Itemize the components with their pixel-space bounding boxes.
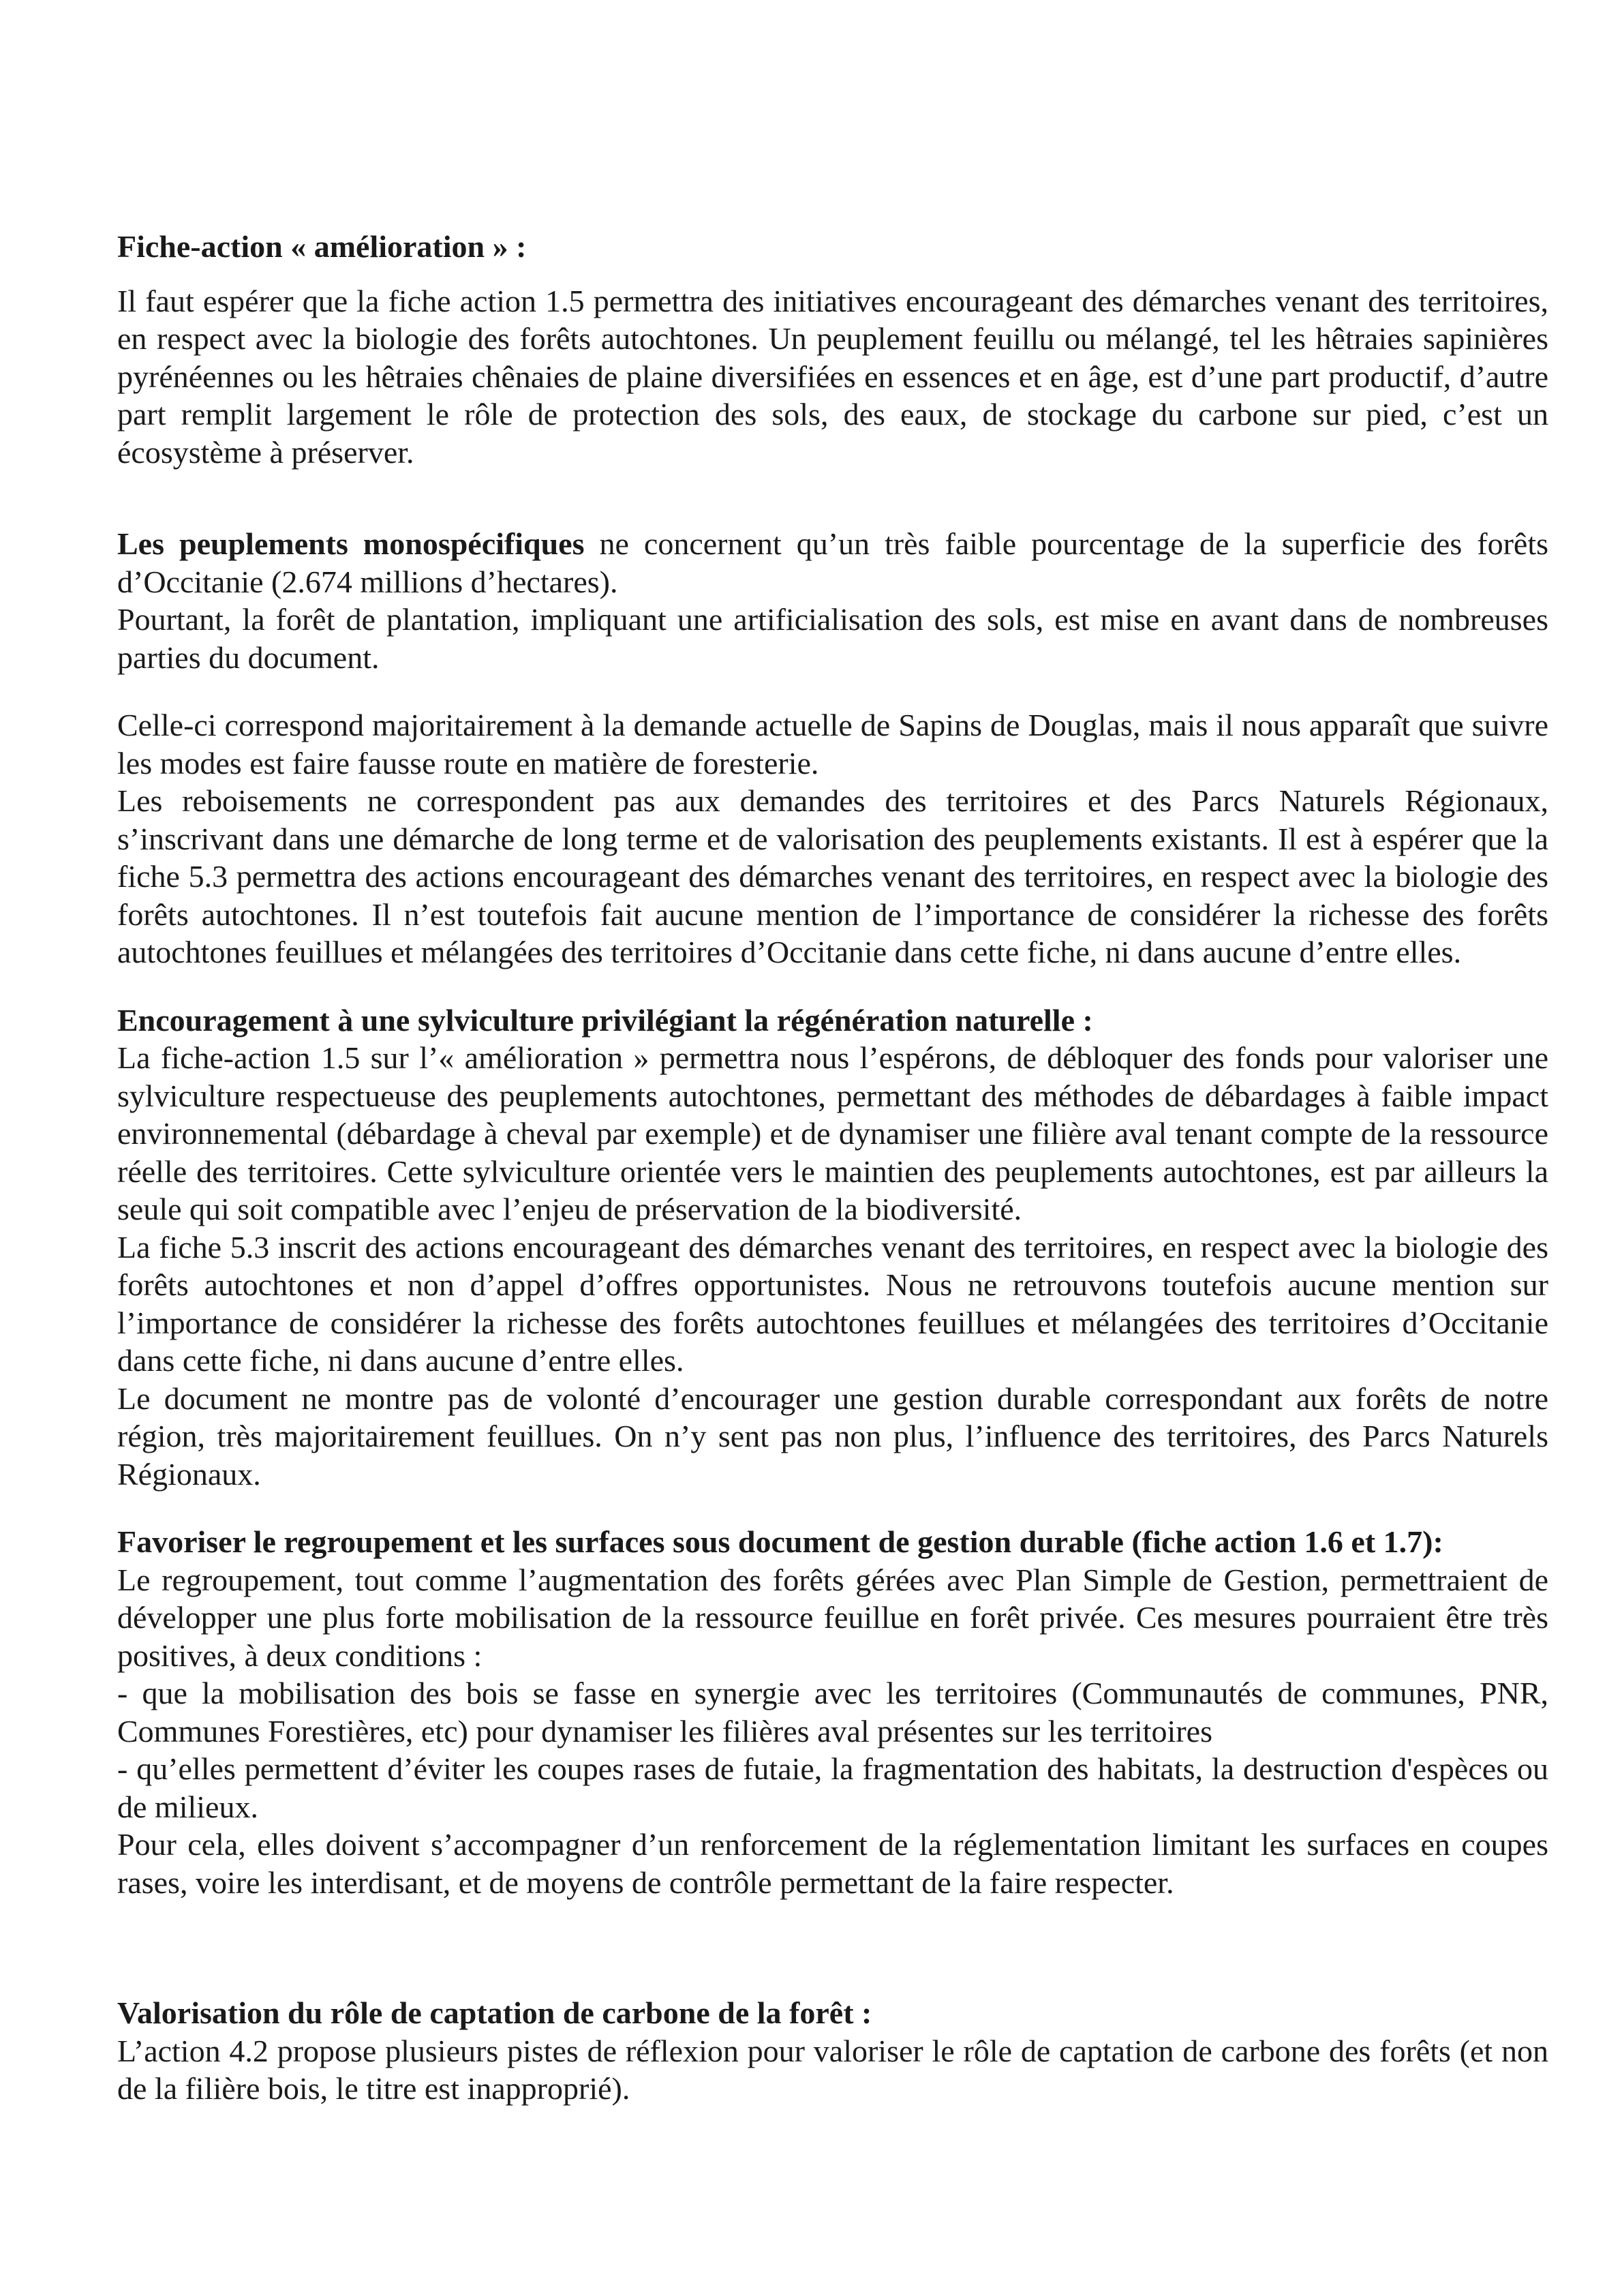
paragraph-foret-plantation: Pourtant, la forêt de plantation, impliquant une artificialisation des sols, est mise en avant dans de nombreuses parties du document. — [117, 602, 1548, 675]
paragraph-action-4-2: L’action 4.2 propose plusieurs pistes de réflexion pour valoriser le rôle de captation de carbone des forêts (et non de la filière bois, le titre est inapproprié). — [117, 2033, 1548, 2106]
paragraph-reglementation: Pour cela, elles doivent s’accompagner d’un renforcement de la réglementation limitant les surfaces en coupes rases, voire les interdisant, et de moyens de contrôle permettant de la faire respecter. — [117, 1827, 1548, 1900]
section-heading-captation-carbone: Valorisation du rôle de captation de carbone de la forêt : — [117, 1995, 872, 2030]
paragraph-peuplements-monospecifiques — [117, 525, 1548, 601]
paragraph-text: ne concernent qu’un très faible pourcentage de la superficie des forêts d’Occitanie (2.674 millions d’hectares). — [117, 526, 1548, 599]
section-heading-regeneration-naturelle: Encouragement à une sylviculture privilégiant la régénération naturelle : — [117, 1002, 1093, 1038]
list-item-condition-1: - que la mobilisation des bois se fasse en synergie avec les territoires (Communautés de communes, PNR, Communes Forestières, etc) pour dynamiser les filières aval présentes sur les territoires — [117, 1676, 1548, 1749]
paragraph-sapins-douglas: Celle-ci correspond majoritairement à la demande actuelle de Sapins de Douglas, mais il nous apparaît que suivre les modes est faire fausse route en matière de foresterie. — [117, 708, 1548, 781]
spacer — [117, 471, 1548, 525]
section-heading-amelioration: Fiche-action « amélioration » : — [117, 229, 527, 264]
spacer — [117, 676, 1548, 706]
paragraph-gestion-durable: Le document ne montre pas de volonté d’encourager une gestion durable correspondant aux forêts de notre région, très majoritairement feuillues. On n’y sent pas non plus, l’influence des territoires, des Parcs Naturels Régionaux. — [117, 1380, 1548, 1492]
document-page — [117, 228, 1548, 2108]
list-item-condition-2: - qu’elles permettent d’éviter les coupes rases de futaie, la fragmentation des habitats, la destruction d'espèces ou de milieux. — [117, 1751, 1548, 1824]
spacer — [117, 1493, 1548, 1523]
spacer — [117, 971, 1548, 1001]
paragraph-fiche-action-1-5: Il faut espérer que la fiche action 1.5 permettra des initiatives encourageant des démarches venant des territoires, en respect avec la biologie des forêts autochtones. Un peuplement feuillu ou mélangé, tel les hêtraies sapinières pyrénéennes ou les hêtraies chênaies de plaine diversifiées en essences et en âge, est d’une part productif, d’autre part remplit largement le rôle de protection des sols, des eaux, de stockage du carbone sur pied, c’est un écosystème à préserver. — [117, 283, 1548, 470]
spacer — [117, 266, 1548, 282]
spacer — [117, 1901, 1548, 1994]
bold-lead-text: Les peuplements monospécifiques — [117, 526, 585, 561]
paragraph-fiche-5-3: La fiche 5.3 inscrit des actions encourageant des démarches venant des territoires, en respect avec la biologie des forêts autochtones et non d’appel d’offres opportunistes. Nous ne retrouvons toutefois aucune mention sur l’importance de considérer la richesse des forêts autochtones feuillues et mélangées des territoires d’Occitanie dans cette fiche, ni dans aucune d’entre elles. — [117, 1229, 1548, 1378]
paragraph-regroupement: Le regroupement, tout comme l’augmentation des forêts gérées avec Plan Simple de Gestion, permettraient de développer une plus forte mobilisation de la ressource feuillue en forêt privée. Ces mesures pourraient être très positives, à deux conditions : — [117, 1562, 1548, 1673]
paragraph-reboisements: Les reboisements ne correspondent pas aux demandes des territoires et des Parcs Naturels Régionaux, s’inscrivant dans une démarche de long terme et de valorisation des peuplements existants. Il est à espérer que la fiche 5.3 permettra des actions encourageant des démarches venant des territoires, en respect avec la biologie des forêts autochtones. Il n’est toutefois fait aucune mention de l’importance de considérer la richesse des forêts autochtones feuillues et mélangées des territoires d’Occitanie dans cette fiche, ni dans aucune d’entre elles. — [117, 783, 1548, 969]
section-heading-regroupement: Favoriser le regroupement et les surfaces sous document de gestion durable (fiche action 1.6 et 1.7): — [117, 1524, 1443, 1559]
paragraph-fiche-action-amelioration: La fiche-action 1.5 sur l’« amélioration » permettra nous l’espérons, de débloquer des fonds pour valoriser une sylviculture respectueuse des peuplements autochtones, permettant des méthodes de débardages à faible impact environnemental (débardage à cheval par exemple) et de dynamiser une filière aval tenant compte de la ressource réelle des territoires. Cette sylviculture orientée vers le maintien des peuplements autochtones, est par ailleurs la seule qui soit compatible avec l’enjeu de préservation de la biodiversité. — [117, 1040, 1548, 1226]
